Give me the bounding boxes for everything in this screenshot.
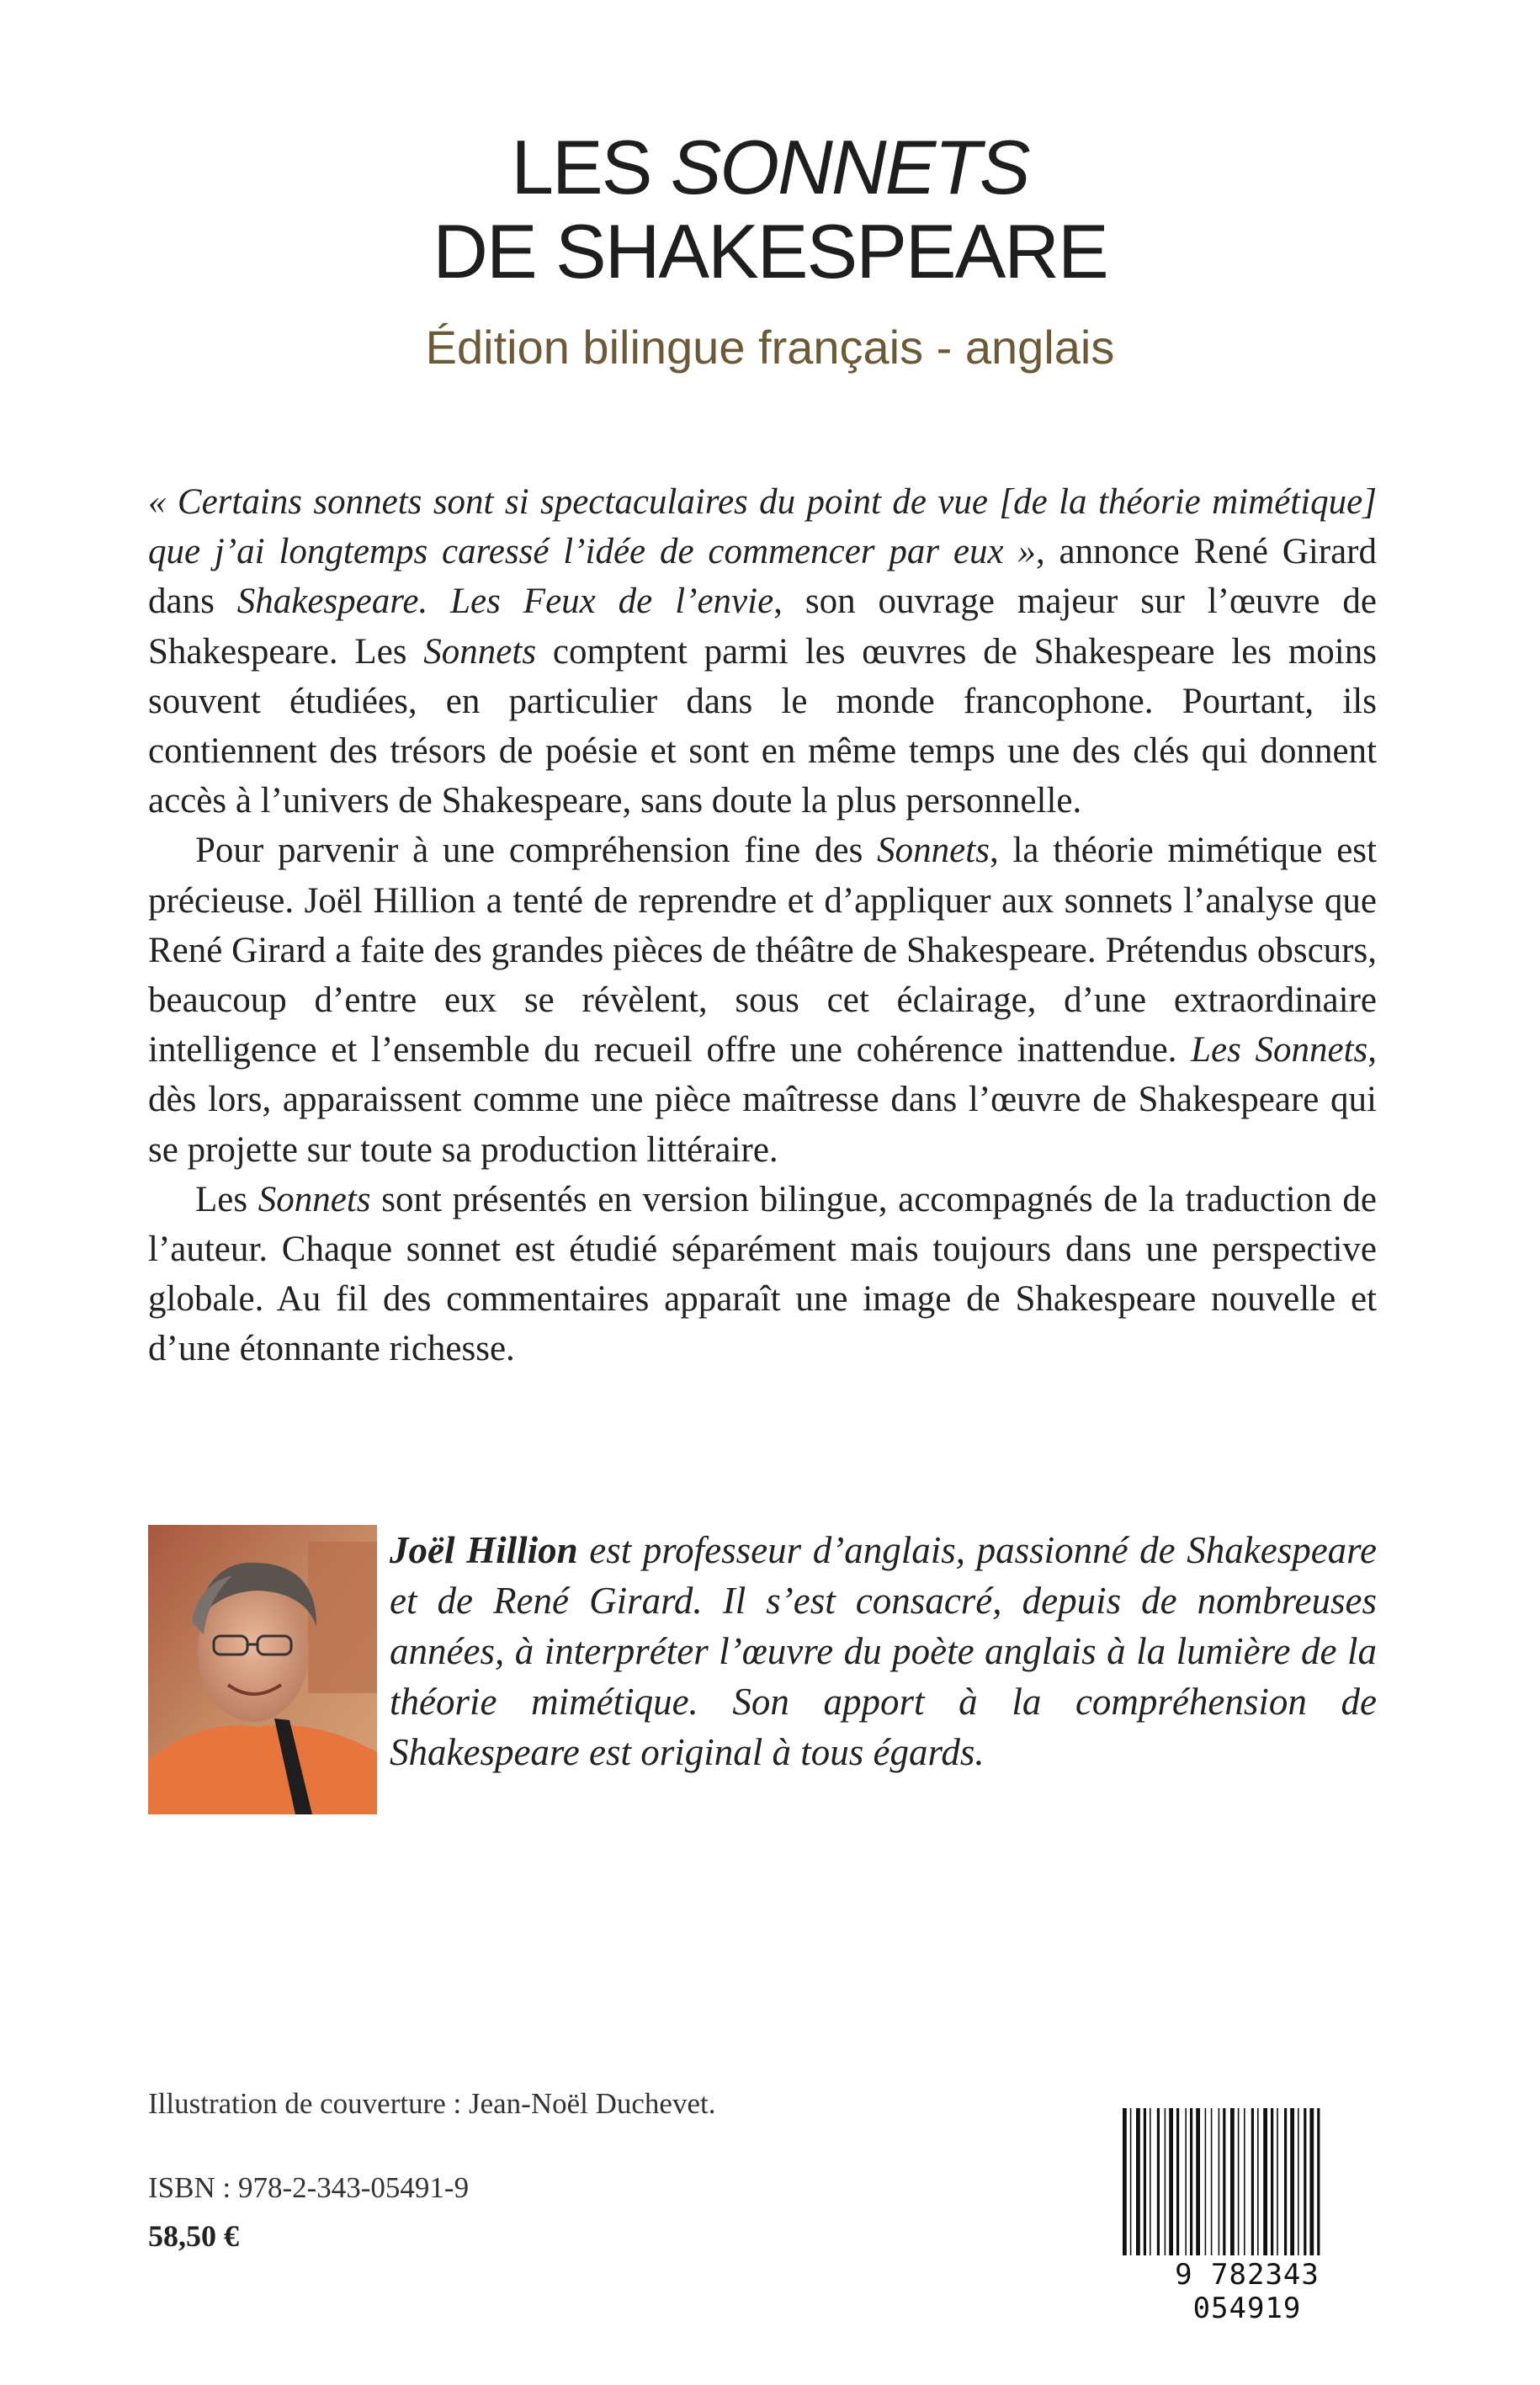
barcode bbox=[1116, 2108, 1378, 2325]
barcode-bar bbox=[1176, 2108, 1179, 2255]
sonnets-word: Les Sonnets bbox=[1191, 1030, 1368, 1070]
barcode-bar bbox=[1284, 2108, 1287, 2255]
blurb-text: comptent parmi les œuvres de Shakespeare les moins souvent étudiées, en particulier dans le monde francophone. Pourtant, ils contiennent des trésors de poésie et sont en même temps une des clés qui donnent accès à l’univers de Shakespeare, sans doute la plus personnelle. bbox=[148, 631, 1377, 821]
blurb-paragraph-3 bbox=[148, 1175, 1377, 1374]
barcode-bar bbox=[1223, 2108, 1225, 2255]
barcode-bar bbox=[1205, 2108, 1207, 2255]
blurb bbox=[148, 477, 1377, 1374]
author-name: Joël Hillion bbox=[390, 1529, 578, 1571]
blurb-paragraph-2 bbox=[148, 826, 1377, 1174]
barcode-bar bbox=[1165, 2108, 1166, 2255]
blurb-text: , la théorie mimétique est précieuse. Joël Hillion a tenté de reprendre et d’appliquer aux sonnets l’analyse que René Girard a faite des grandes pièces de théâtre de Shakespeare. Prétendus obscurs, beaucoup d’entre eux se révèlent, sous cet éclairage, d’une extraordinaire intelligence et l’ensemble du recueil offre une cohérence inattendue. bbox=[148, 831, 1377, 1070]
barcode-bar bbox=[1196, 2108, 1200, 2255]
subtitle: Édition bilingue français - anglais bbox=[425, 321, 1115, 374]
blurb-text: Les bbox=[195, 1179, 258, 1219]
barcode-digits: 9 782343 054919 bbox=[1175, 2258, 1320, 2325]
book-title: Shakespeare. Les Feux de l’envie bbox=[236, 582, 774, 622]
barcode-bar bbox=[1238, 2108, 1240, 2255]
barcode-bar bbox=[1317, 2108, 1320, 2255]
barcode-bars bbox=[1116, 2108, 1378, 2255]
blurb-paragraph-1 bbox=[148, 477, 1377, 826]
barcode-bar bbox=[1251, 2108, 1254, 2255]
sonnets-word: Sonnets bbox=[258, 1179, 371, 1219]
author-bio bbox=[390, 1525, 1377, 1777]
sonnets-word: Sonnets bbox=[423, 631, 537, 672]
barcode-bar bbox=[1309, 2108, 1314, 2255]
barcode-bar bbox=[1244, 2108, 1245, 2255]
barcode-bar bbox=[1144, 2108, 1146, 2255]
title-sonnets: SONNETS bbox=[670, 125, 1029, 210]
blurb-text: , annonce René Girard dans bbox=[148, 532, 1378, 622]
barcode-bar bbox=[1290, 2108, 1294, 2255]
girard-quote: « Certains sonnets sont si spectaculaires du point de vue [de la théorie mimétique] que j’ai longtemps caressé l’idée de commencer par eux » bbox=[148, 482, 1377, 572]
barcode-bar bbox=[1123, 2108, 1127, 2255]
blurb-text: Pour parvenir à une compréhension fine des bbox=[195, 831, 878, 871]
barcode-bar bbox=[1219, 2108, 1220, 2255]
barcode-bar bbox=[1257, 2108, 1259, 2255]
price: 58,50 € bbox=[148, 2219, 239, 2253]
barcode-bar bbox=[1157, 2108, 1160, 2255]
title-block bbox=[0, 126, 1540, 374]
cover-illustration-credit: Illustration de couverture : Jean-Noël Duchevet. bbox=[148, 2087, 716, 2120]
title-line-2: DE SHAKESPEARE bbox=[433, 210, 1107, 295]
barcode-bar bbox=[1277, 2108, 1278, 2255]
blurb-text: , son ouvrage majeur sur l’œuvre de Shakespeare. Les bbox=[148, 582, 1377, 672]
barcode-bar bbox=[1169, 2108, 1173, 2255]
barcode-bar bbox=[1230, 2108, 1235, 2255]
barcode-bar bbox=[1304, 2108, 1306, 2255]
author-portrait-image bbox=[148, 1525, 377, 1814]
barcode-bar bbox=[1211, 2108, 1213, 2255]
barcode-bar bbox=[1185, 2108, 1187, 2255]
barcode-bar bbox=[1150, 2108, 1151, 2255]
author-photo bbox=[148, 1525, 377, 1814]
blurb-text: , dès lors, apparaissent comme une pièce maîtresse dans l’œuvre de Shakespeare qui se projette sur toute sa production littéraire. bbox=[148, 1030, 1377, 1170]
isbn: ISBN : 978-2-343-05491-9 bbox=[148, 2171, 470, 2204]
barcode-bar bbox=[1298, 2108, 1299, 2255]
title-les: LES bbox=[511, 125, 651, 210]
barcode-bar bbox=[1130, 2108, 1132, 2255]
barcode-bar bbox=[1271, 2108, 1273, 2255]
barcode-bar bbox=[1263, 2108, 1267, 2255]
author-bio-text: est professeur d’anglais, passionné de Shakespeare et de René Girard. Il s’est consacré, depuis de nombreuses années, à interpréter l’œuvre du poète anglais à la lumière de la théorie mimétique. Son apport à la compréhension de Shakespeare est original à tous égards. bbox=[390, 1529, 1378, 1773]
barcode-bar bbox=[1136, 2108, 1140, 2255]
blurb-text: sont présentés en version bilingue, accompagnés de la traduction de l’auteur. Chaque sonnet est étudié séparément mais toujours dans une perspective globale. Au fil des commentaires apparaît une image de Shakespeare nouvelle et d’une étonnante richesse. bbox=[148, 1179, 1377, 1369]
barcode-bar bbox=[1190, 2108, 1192, 2255]
sonnets-word: Sonnets bbox=[877, 831, 990, 871]
title-line-1 bbox=[0, 126, 1540, 210]
